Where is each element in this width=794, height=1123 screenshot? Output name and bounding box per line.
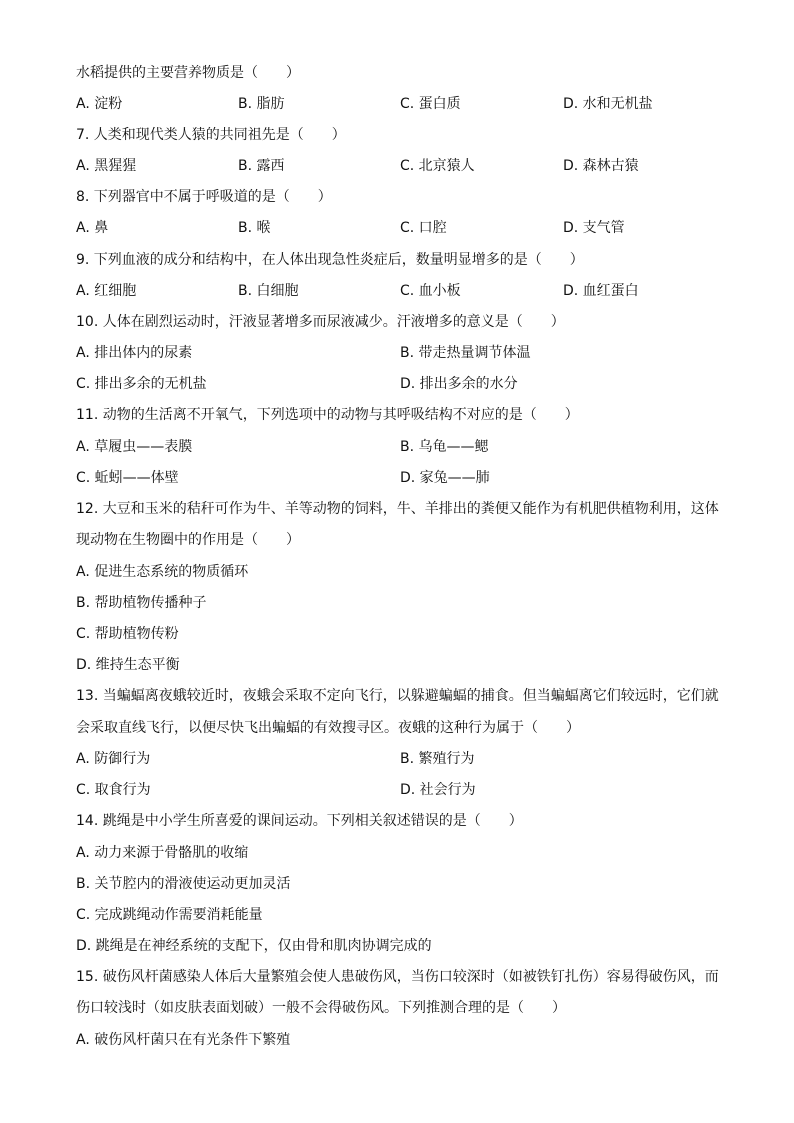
question-stem: 7. 人类和现代类人猿的共同祖先是（ ） [76,127,346,143]
option-a: A. 草履虫——表膜 [76,439,193,455]
option-d: D. 血红蛋白 [563,283,639,299]
option-b: B. 繁殖行为 [400,751,475,767]
question-stem: 9. 下列血液的成分和结构中，在人体出现急性炎症后，数量明显增多的是（ ） [76,252,584,268]
question-stem: 14. 跳绳是中小学生所喜爱的课间运动。下列相关叙述错误的是（ ） [76,813,523,829]
option-a: A. 破伤风杆菌只在有光条件下繁殖 [76,1032,291,1048]
option-d: D. 跳绳是在神经系统的支配下，仅由骨和肌肉协调完成的 [76,938,432,954]
option-c: C. 蚯蚓——体壁 [76,470,179,486]
option-b: B. 帮助植物传播种子 [76,595,207,611]
option-c: C. 蛋白质 [400,96,461,112]
option-a: A. 促进生态系统的物质循环 [76,564,249,580]
option-d: D. 排出多余的水分 [400,376,518,392]
option-d: D. 支气管 [563,220,625,236]
option-d: D. 森林古猿 [563,158,639,174]
question-stem: 会采取直线飞行，以便尽快飞出蝙蝠的有效搜寻区。夜蛾的这种行为属于（ ） [76,720,580,736]
option-a: A. 动力来源于骨骼肌的收缩 [76,845,249,861]
question-stem: 现动物在生物圈中的作用是（ ） [76,532,300,548]
question-stem: 8. 下列器官中不属于呼吸道的是（ ） [76,189,332,205]
option-b: B. 脂肪 [238,96,285,112]
option-a: A. 黑猩猩 [76,158,137,174]
option-a: A. 淀粉 [76,96,123,112]
option-b: B. 带走热量调节体温 [400,345,531,361]
option-a: A. 排出体内的尿素 [76,345,193,361]
option-b: B. 关节腔内的滑液使运动更加灵活 [76,876,291,892]
option-c: C. 排出多余的无机盐 [76,376,207,392]
option-a: A. 防御行为 [76,751,151,767]
option-c: C. 北京猿人 [400,158,475,174]
question-stem: 12. 大豆和玉米的秸秆可作为牛、羊等动物的饲料，牛、羊排出的粪便又能作为有机肥供植物利用，这体 [76,501,719,517]
option-d: D. 家兔——肺 [400,470,490,486]
option-b: B. 露西 [238,158,285,174]
question-stem: 10. 人体在剧烈运动时，汗液显著增多而尿液减少。汗液增多的意义是（ ） [76,314,565,330]
option-a: A. 鼻 [76,220,109,236]
question-stem: 15. 破伤风杆菌感染人体后大量繁殖会使人患破伤风，当伤口较深时（如被铁钉扎伤）容易得破伤风，而 [76,969,719,985]
option-c: C. 完成跳绳动作需要消耗能量 [76,907,263,923]
question-stem: 水稻提供的主要营养物质是（ ） [76,65,300,81]
option-d: D. 社会行为 [400,782,476,798]
option-c: C. 帮助植物传粉 [76,626,179,642]
option-c: C. 口腔 [400,220,447,236]
option-c: C. 取食行为 [76,782,151,798]
option-b: B. 乌龟——鳃 [400,439,489,455]
option-d: D. 维持生态平衡 [76,657,180,673]
option-b: B. 喉 [238,220,271,236]
question-stem: 11. 动物的生活离不开氧气，下列选项中的动物与其呼吸结构不对应的是（ ） [76,407,579,423]
option-d: D. 水和无机盐 [563,96,653,112]
question-stem: 13. 当蝙蝠离夜蛾较近时，夜蛾会采取不定向飞行，以躲避蝙蝠的捕食。但当蝙蝠离它们较远时，它们就 [76,688,719,704]
option-b: B. 白细胞 [238,283,299,299]
option-c: C. 血小板 [400,283,461,299]
option-a: A. 红细胞 [76,283,137,299]
question-stem: 伤口较浅时（如皮肤表面划破）一般不会得破伤风。下列推测合理的是（ ） [76,1000,566,1016]
